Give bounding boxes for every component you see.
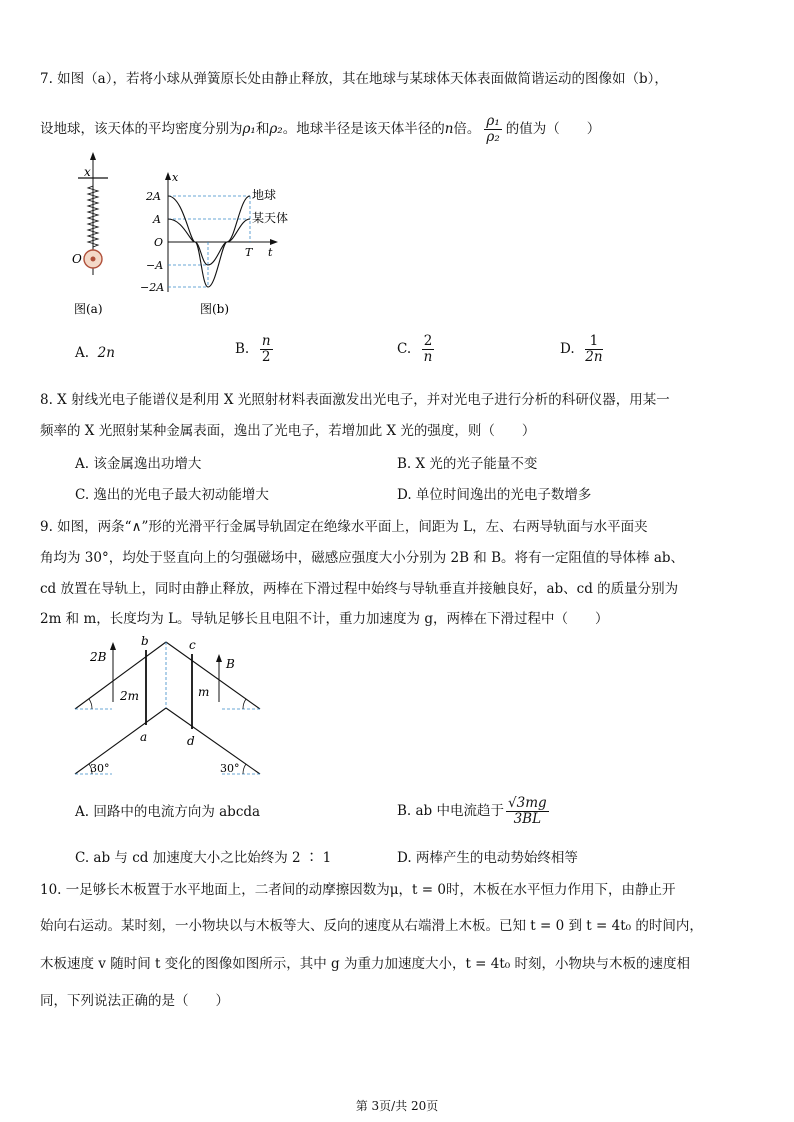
q8-option-a: A. 该金属逸出功增大 xyxy=(75,456,202,472)
fig-a-caption: 图(a) xyxy=(74,302,103,316)
label-body: 某天体 xyxy=(252,211,289,225)
q10-line2: 始向右运动。某时刻，一小物块以与木板等大、反向的速度从右端滑上木板。已知 t = 0 到 t = 4t₀ 的时间内， xyxy=(40,918,703,934)
q10-line3: 木板速度 v 随时间 t 变化的图像如图所示，其中 g 为重力加速度大小，t = 4t₀ 时刻，小物块与木板的速度相 xyxy=(40,956,690,972)
q9-option-d: D. 两棒产生的电动势始终相等 xyxy=(397,850,578,866)
svg-text:−A: −A xyxy=(146,259,164,272)
svg-text:b: b xyxy=(141,634,149,648)
svg-text:c: c xyxy=(189,638,196,652)
q9-line2: 角均为 30°，均处于竖直向上的匀强磁场中，磁感应强度大小分别为 2B 和 B。将有一定阻值的导体棒 ab、 xyxy=(40,550,685,566)
svg-text:T: T xyxy=(245,246,253,259)
q10-line1: 10. 一足够长木板置于水平地面上，二者间的动摩擦因数为μ，t = 0时，木板在水平恒力作用下，由静止开 xyxy=(40,882,676,898)
svg-text:2m: 2m xyxy=(120,689,140,703)
page-number: 第 3页/共 20页 xyxy=(355,1099,439,1113)
q8-line2: 频率的 X 光照射某种金属表面，逸出了光电子，若增加此 X 光的强度，则（ ） xyxy=(40,423,536,439)
svg-text:30°: 30° xyxy=(220,762,240,775)
svg-text:2A: 2A xyxy=(146,190,161,203)
x-axis-arrow xyxy=(90,152,96,160)
svg-text:t: t xyxy=(268,246,273,259)
fig-b-caption: 图(b) xyxy=(200,302,230,316)
q7-option-b: B. $\frac{n}{2}$ xyxy=(235,333,271,365)
q9-line3: cd 放置在导轨上，同时由静止释放，两棒在下滑过程中始终与导轨垂直并接触良好，ab、cd 的质量分别为 xyxy=(40,581,679,597)
q8-option-c: C. 逸出的光电子最大初动能增大 xyxy=(75,487,269,503)
svg-text:30°: 30° xyxy=(90,762,110,775)
svg-text:x: x xyxy=(84,165,91,179)
q10-line4: 同，下列说法正确的是（ ） xyxy=(40,993,229,1009)
q9-option-b: B. ab 中电流趋于 $\frac{√3mg}{3BL}$ xyxy=(397,795,547,827)
q7-option-a: A. 2n xyxy=(75,345,115,361)
svg-text:A: A xyxy=(153,213,161,226)
q7-option-d: D. $\frac{1}{2n}$ xyxy=(560,333,603,365)
q8-option-d: D. 单位时间逸出的光电子数增多 xyxy=(397,487,592,503)
q9-line1: 9. 如图，两条“∧”形的光滑平行金属导轨固定在绝缘水平面上，间距为 L，左、右两导轨面与水平面夹 xyxy=(40,519,648,535)
q9-option-a: A. 回路中的电流方向为 abcda xyxy=(75,804,261,820)
label-earth: 地球 xyxy=(252,188,277,202)
svg-text:d: d xyxy=(187,734,195,748)
q9-figure xyxy=(70,632,270,782)
svg-text:x: x xyxy=(172,171,179,184)
svg-text:O: O xyxy=(72,252,82,266)
q9-option-c: C. ab 与 cd 加速度大小之比始终为 2 ∶ 1 xyxy=(75,850,332,866)
svg-text:m: m xyxy=(198,685,210,699)
svg-text:a: a xyxy=(140,730,148,744)
q7-figure-b xyxy=(140,170,300,320)
q8-line1: 8. X 射线光电子能谱仪是利用 X 光照射材料表面激发出光电子，并对光电子进行分析的科研仪器，用某一 xyxy=(40,392,670,408)
svg-text:−2A: −2A xyxy=(140,281,165,294)
q7-line1: 7. 如图（a），若将小球从弹簧原长处由静止释放，其在地球与某球体天体表面做简谐运动的图像如（b）， xyxy=(40,71,668,87)
q7-option-c: C. $\frac{2}{n}$ xyxy=(397,333,433,365)
q7-ratio-fraction: $\frac{\text{ρ₁}}{\text{ρ₂}}$ xyxy=(486,113,500,145)
svg-text:2B: 2B xyxy=(90,650,107,664)
svg-text:O: O xyxy=(154,236,164,249)
q7-line2: 设地球，该天体的平均密度分别为ρ₁和ρ₂。地球半径是该天体半径的n倍。 $\frac{\text{ρ₁}}{\text{ρ₂}}$ 的值为（ ） xyxy=(40,113,601,145)
q8-option-b: B. X 光的光子能量不变 xyxy=(397,456,538,472)
q9-line4: 2m 和 m，长度均为 L。导轨足够长且电阻不计，重力加速度为 g，两棒在下滑过程中（ ） xyxy=(40,611,609,627)
svg-text:B: B xyxy=(226,657,235,671)
q7-figure-a xyxy=(60,150,130,320)
